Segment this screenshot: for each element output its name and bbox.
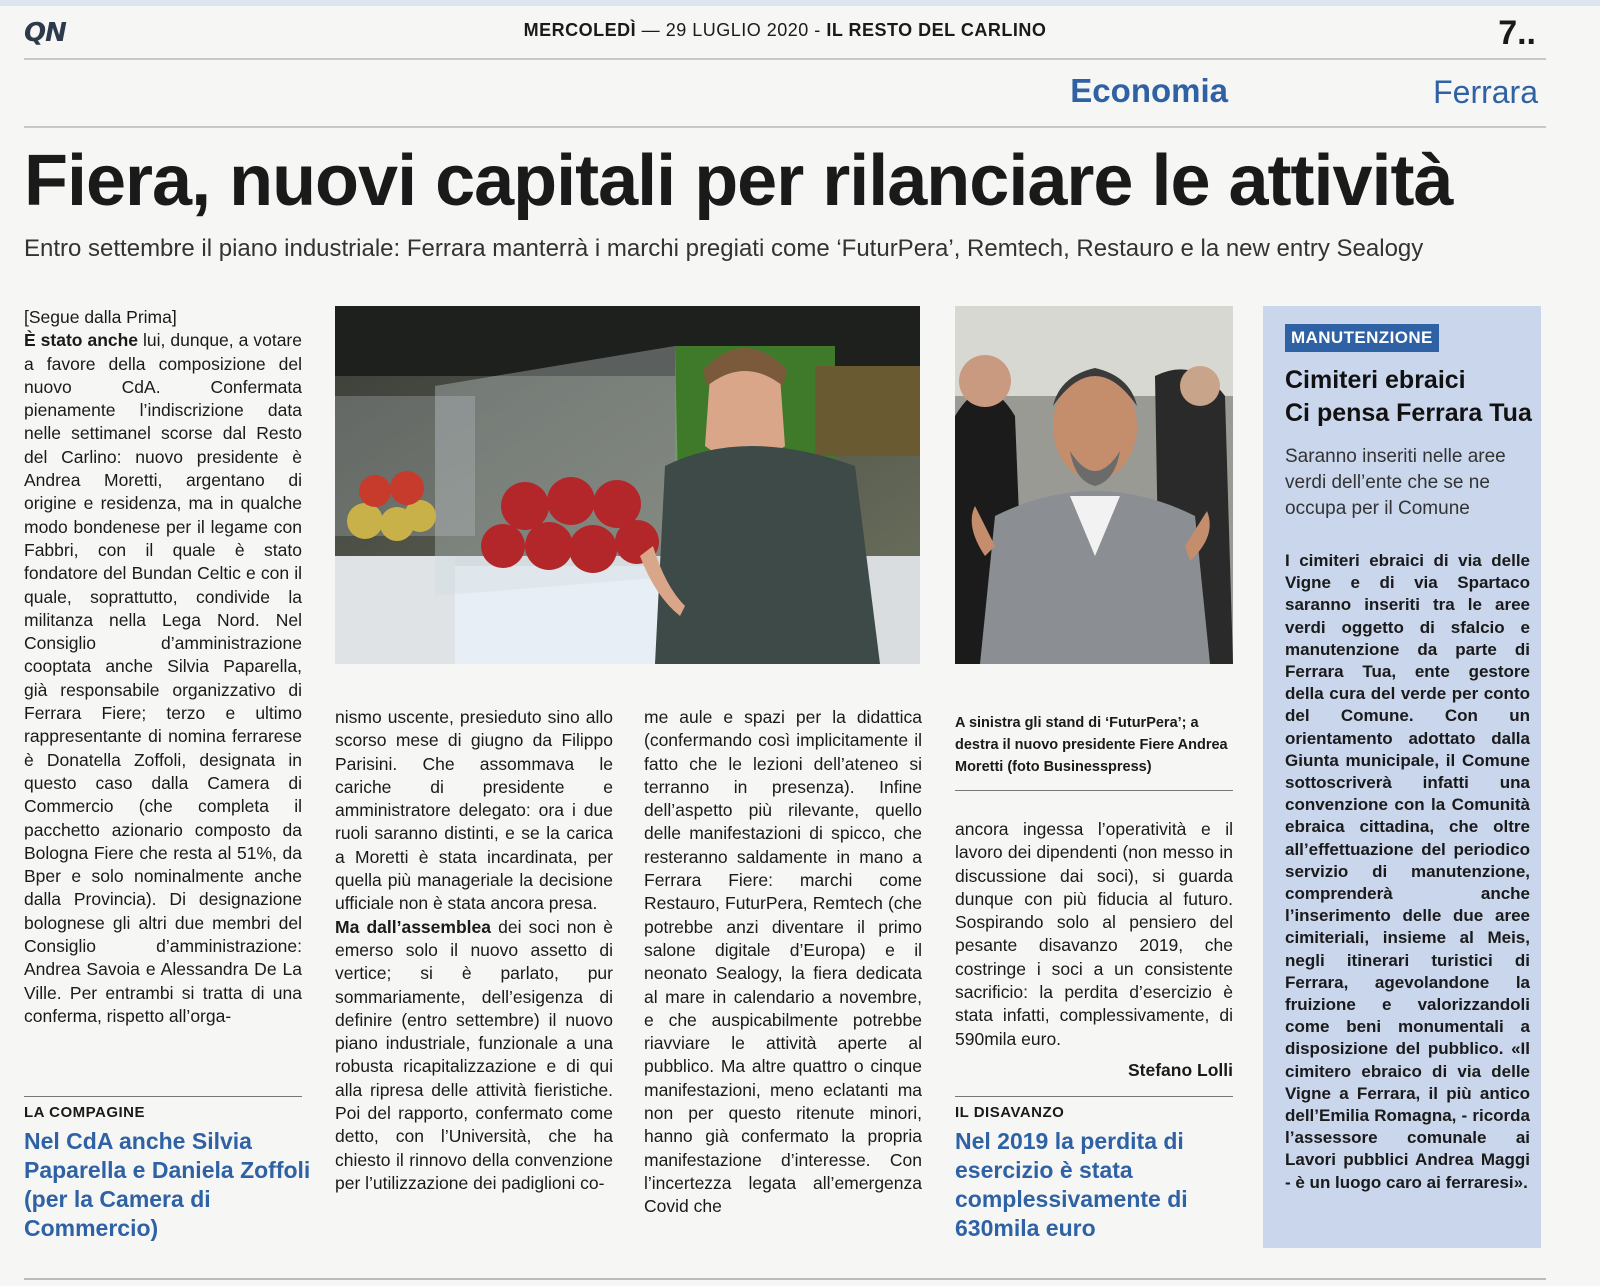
column-2-text: [335, 916, 613, 1196]
box-rule-2: [955, 1096, 1233, 1097]
caption-rule: [955, 790, 1233, 791]
author-byline: Stefano Lolli: [1128, 1059, 1233, 1080]
dateline: [24, 20, 1546, 41]
compagine-box: [24, 1104, 314, 1243]
section-name: Economia: [1070, 72, 1228, 109]
photo-futurpera-stand: [335, 306, 920, 664]
sidebar-box: [1263, 306, 1541, 1248]
header-rule: [24, 58, 1546, 60]
section-rule: [24, 126, 1546, 128]
dateline-separator: —: [641, 20, 661, 40]
column-3-body: me aule e spazi per la didattica (confermando così implicitamente il fatto che le lezioni dell’ateneo si terranno in presenza). Infine dell’aspetto più rilevante, quello delle manifestazioni di spicco, che resteranno saldamente in mano a Ferrara Fiere: marchi come Restauro, FuturPera, Remtech (che potrebbe anzi diventare il primo salone digitale d’Europa) e il neonato Sealogy, la fiera dedicata al mare in calendario a novembre, e che auspicabilmente potrebbe riavviare le attività aperte al pubblico. Ma altre quattro o cinque manifestazioni, meno eclatanti ma non per questo ritenute minori, hanno già confermato la propria manifestazione d’interesse. Con l’incertezza legata all’emergenza Covid che: [644, 707, 922, 1217]
disavanzo-highlight: Nel 2019 la perdita di esercizio è stata complessivamente di 630mila euro: [955, 1128, 1188, 1241]
article-column-3: [644, 706, 922, 1219]
sidebar-subtitle: Saranno inseriti nelle aree verdi dell’ente che se ne occupa per il Comune: [1285, 446, 1506, 519]
sidebar-body: [1285, 550, 1530, 1194]
qn-logo: QN: [24, 18, 66, 48]
futurpera-stand-image: [335, 306, 920, 664]
date: 29 LUGLIO 2020: [665, 20, 809, 40]
president-image: [955, 306, 1233, 664]
newspaper-name: IL RESTO DEL CARLINO: [826, 20, 1047, 40]
column-1-body: lui, dunque, a votare a favore della composizione del nuovo CdA. Confermata pienamente l’indiscrizione data nelle settimanel scorse dal Resto del Carlino: nuovo presidente è Andrea Moretti, argentano di origine e residenza, ma in qualche modo bondenese per il legame con Fabbri, con il quale è stato fondatore del Bundan Celtic e con il quale, soprattutto, condivide la militanza nella Lega Nord. Nel Consiglio d’amministrazione cooptata anche Silvia Paparella, già responsabile organizzativo di Ferrara Fiere; terzo e ultimo rappresentante di nomina ferrarese è Donatella Zoffoli, designata in questo caso dalla Camera di Commercio (che completa il pacchetto azionario composto da Bologna Fiere che resta al 51%, da Bper e solo nominalmente anche dalla Provincia). Di designazione bolognese gli altri due membri del Consiglio d’amministrazione: Andrea Savoia e Alessandra De La Ville. Per entrambi si tratta di una conferma, rispetto all’orga-: [24, 330, 302, 1026]
column-4-body: ancora ingessa l’operatività e il lavoro dei dipendenti (non messo in discussione dai soci), si guarda dunque con più fiducia al futuro. Sospirando solo al pensiero del pesante disavanzo 2019, che costringe i soci a un consistente sacrificio: la perdita d’esercizio è stata infatti, complessivamente, di 590mila euro.: [955, 819, 1233, 1049]
lead-in: È stato anche: [24, 330, 139, 351]
weekday: MERCOLEDÌ: [523, 20, 637, 40]
article-column-1: [24, 306, 302, 1028]
sidebar-title-line-1: Cimiteri ebraici: [1285, 366, 1466, 394]
section-city: Ferrara: [1433, 74, 1538, 110]
disavanzo-label: IL DISAVANZO: [955, 1104, 1065, 1121]
photo-caption: A sinistra gli stand di ‘FuturPera’; a destra il nuovo presidente Fiere Andrea Moretti (foto Businesspress): [955, 715, 1228, 775]
lead-in-2: Ma dall’assemblea: [335, 916, 491, 937]
sidebar-body-text: ebraici di via delle Vigne e di via Spartaco saranno inseriti tra le aree verdi oggetto di sfalcio e manutenzione da parte di Ferrara Tua, ente gestore della cura del verde per conto del Comune. Con un orientamento adottato dalla Giunta municipale, il Comune sottoscriverà infatti una convenzione con la Comunità ebraica cittadina, che oltre all’effettuazione del periodico servizio di manutenzione, comprenderà anche l’inserimento delle due aree cimiteriali, insieme al Meis, negli itinerari turistici di Ferrara, agevolandone la fruizione e valorizzandoli come beni monumentali a disposizione del pubblico. «Il cimitero ebraico di via delle Vigne a Ferrara, il più antico dell’Emilia Romagna, - ricorda l’assessore comunale ai Lavori pubblici Andrea Maggi - è un luogo caro ai ferraresi».: [1285, 551, 1530, 1192]
column-2-body-2: dei soci non è emerso solo il nuovo assetto di vertice; si è parlato, pur sommariamente, dell’esigenza di definire (entro settembre) il nuovo piano industriale, funzionale a una robusta ricapitalizzazione e di qui alla ripresa delle attività fieristiche. Poi del rapporto, confermato come detto, con l’Università, che ha chiesto il rinnovo della convenzione per l’utilizzazione dei padiglioni co-: [335, 916, 613, 1193]
subtitle: Entro settembre il piano industriale: Ferrara manterrà i marchi pregiati come ‘FuturPera’, Remtech, Restauro e la new entry Sealogy: [24, 235, 1424, 262]
article-column-2: [335, 706, 613, 1195]
sidebar-title: [1285, 364, 1535, 430]
continued-from-front: [Segue dalla Prima]: [24, 307, 177, 327]
column-2-body: nismo uscente, presieduto sino allo scorso mese di giugno da Filippo Parisini. Che assommava le cariche di presidente e amministratore delegato: ora i due ruoli saranno distinti, e se la carica a Moretti è stata incardinata, per quella più manageriale la decisione ufficiale non è stata ancora presa.: [335, 707, 613, 914]
headline: Fiera, nuovi capitali per rilanciare le attività: [24, 141, 1453, 221]
box-rule: [24, 1096, 302, 1097]
compagine-highlight: Nel CdA anche Silvia Paparella e Daniela Zoffoli (per la Camera di Commercio): [24, 1128, 311, 1241]
sidebar-title-line-2: Ci pensa Ferrara Tua: [1285, 399, 1532, 427]
column-1-text: [24, 329, 302, 1028]
top-strip: [0, 0, 1600, 6]
article-column-4: [955, 818, 1233, 1082]
page-header: [24, 14, 1546, 56]
photo-president: [955, 306, 1233, 664]
sidebar-lead-in: I cimiteri: [1285, 551, 1360, 570]
sidebar-tag: MANUTENZIONE: [1285, 324, 1439, 352]
page-number: 7..: [1498, 14, 1536, 52]
bottom-rule: [24, 1278, 1546, 1280]
disavanzo-box: [955, 1104, 1245, 1243]
dateline-separator: -: [814, 20, 821, 40]
compagine-label: LA COMPAGINE: [24, 1104, 145, 1121]
